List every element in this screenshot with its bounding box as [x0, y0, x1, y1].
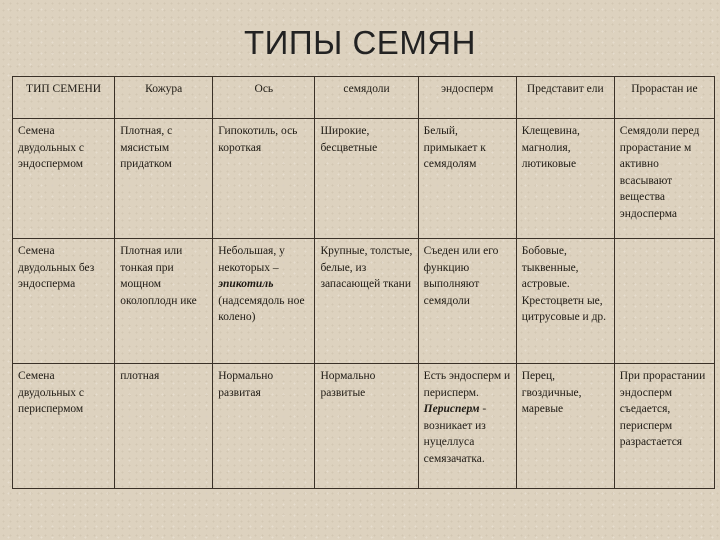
cell-coat: Плотная, с мясистым придатком: [115, 119, 213, 239]
header-seed-type: ТИП СЕМЕНИ: [13, 77, 115, 119]
cell-axis: [213, 239, 315, 364]
cell-representatives: Клещевина, магнолия, лютиковые: [516, 119, 614, 239]
header-coat: Кожура: [115, 77, 213, 119]
cell-representatives: Перец, гвоздичные, маревые: [516, 364, 614, 489]
header-endosperm: эндосперм: [418, 77, 516, 119]
endosperm-text-after: - возникает из нуцеллуса семязачатка.: [423, 403, 487, 465]
cell-endosperm: Белый, примыкает к семядолям: [418, 119, 516, 239]
header-germination: Прорастан ие: [614, 77, 714, 119]
page-title: ТИПЫ СЕМЯН: [244, 24, 476, 61]
endosperm-text-before: Есть эндосперм и перисперм.: [423, 370, 511, 399]
cell-axis: Нормально развитая: [213, 364, 315, 489]
cell-seed-type: Семена двудольных с эндоспермом: [13, 119, 115, 239]
table-header-row: [13, 77, 715, 119]
seed-types-table: [12, 76, 715, 489]
cell-representatives: Бобовые, тыквенные, астровые. Крестоцветн ые, цитрусовые и др.: [516, 239, 614, 364]
cell-coat: Плотная или тонкая при мощном околоплодн ике: [115, 239, 213, 364]
cell-cotyledons: Крупные, толстые, белые, из запасающей ткани: [315, 239, 418, 364]
cell-endosperm: [418, 364, 516, 489]
table-row: [13, 364, 715, 489]
axis-text-after: (надсемядоль ное колено): [218, 294, 305, 323]
cell-seed-type: Семена двудольных без эндосперма: [13, 239, 115, 364]
axis-text-before: Небольшая, у некоторых –: [218, 245, 285, 274]
table-row: [13, 119, 715, 239]
cell-axis: Гипокотиль, ось короткая: [213, 119, 315, 239]
header-representatives: Представит ели: [516, 77, 614, 119]
cell-germination: [614, 239, 714, 364]
header-cotyledons: семядоли: [315, 77, 418, 119]
axis-term: эпикотиль: [218, 278, 274, 290]
cell-seed-type: Семена двудольных с периспермом: [13, 364, 115, 489]
cell-coat: плотная: [115, 364, 213, 489]
cell-endosperm: Съеден или его функцию выполняют семядоли: [418, 239, 516, 364]
cell-cotyledons: Нормально развитые: [315, 364, 418, 489]
cell-germination: При прорастании эндосперм съедается, перисперм разрастается: [614, 364, 714, 489]
cell-cotyledons: Широкие, бесцветные: [315, 119, 418, 239]
endosperm-term: Перисперм: [423, 403, 480, 415]
table-row: [13, 239, 715, 364]
cell-germination: Семядоли перед прорастание м активно всасывают вещества эндосперма: [614, 119, 714, 239]
header-axis: Ось: [213, 77, 315, 119]
